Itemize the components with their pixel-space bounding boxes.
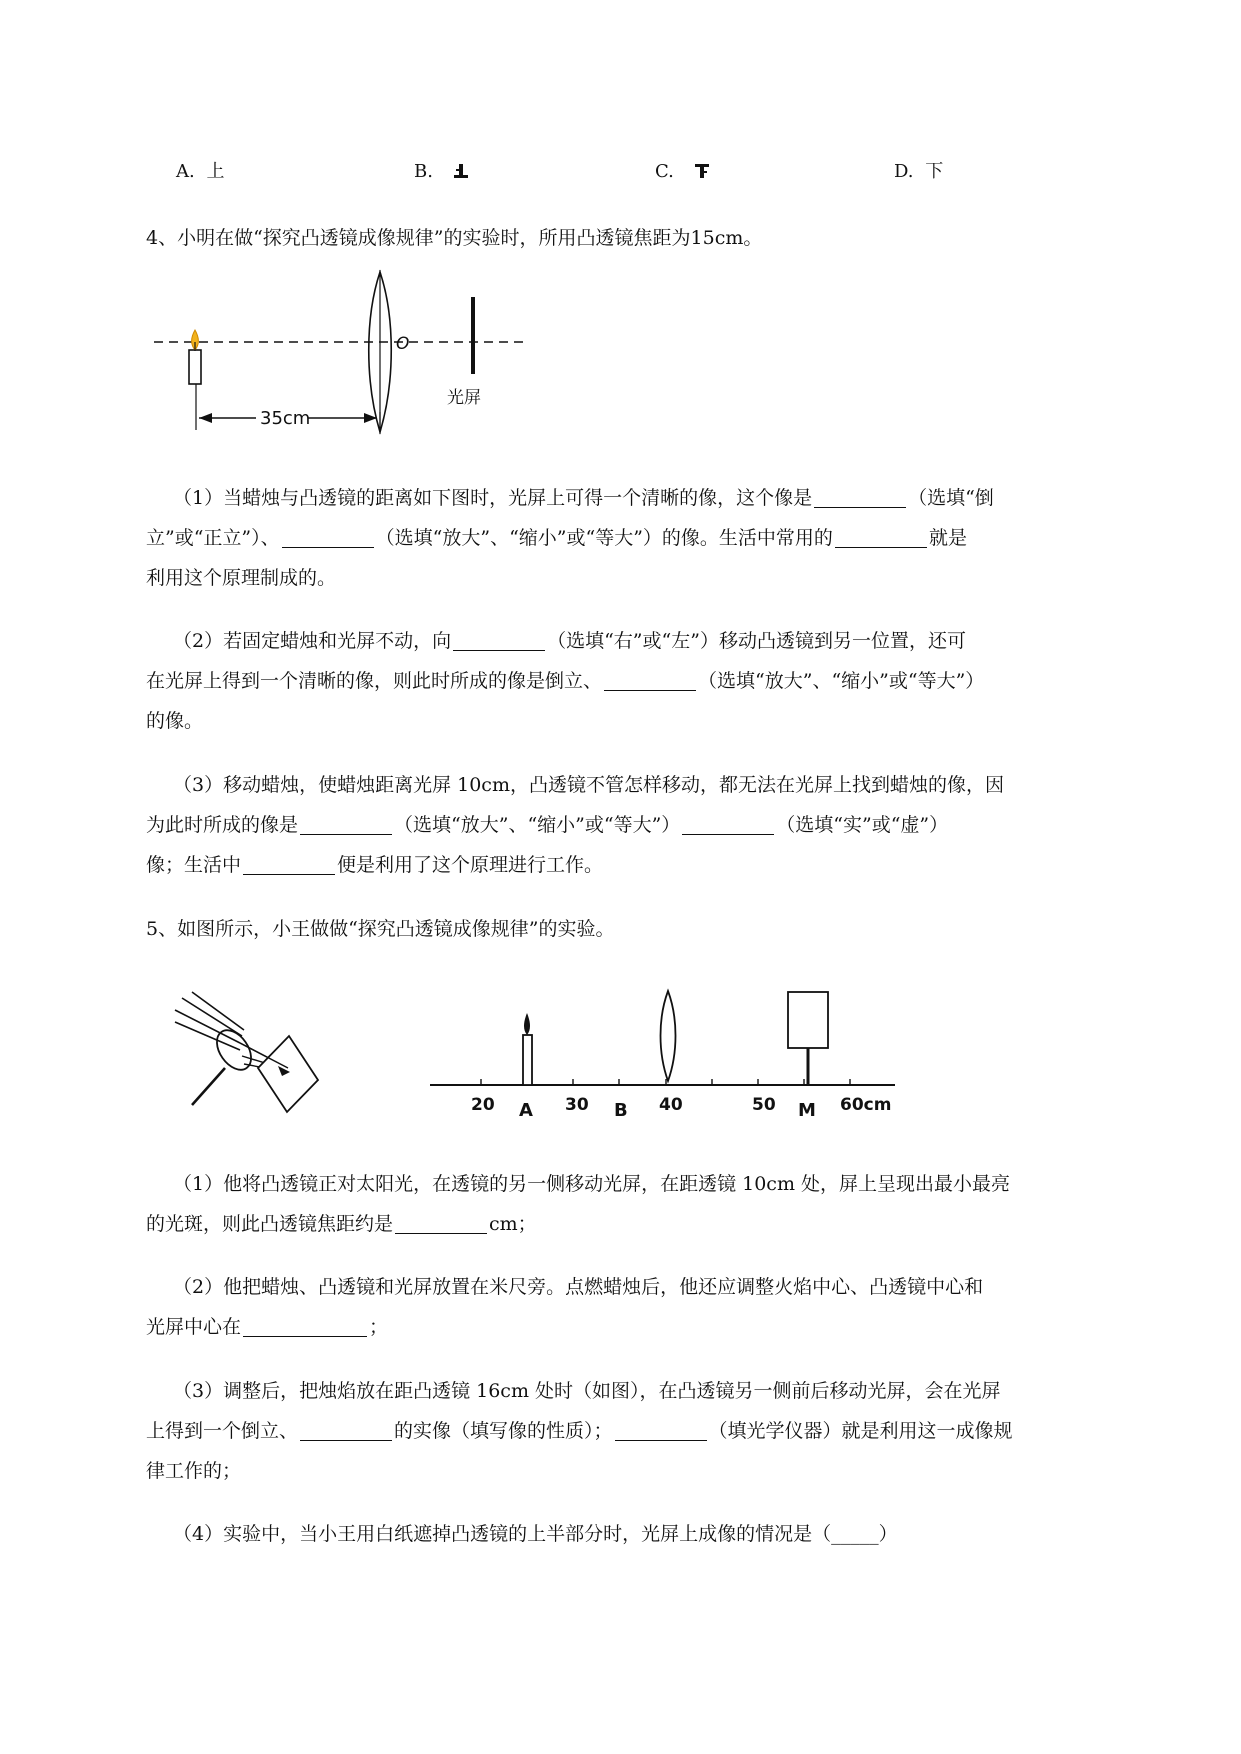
candle-flame (524, 1013, 530, 1035)
point-label-m: M (798, 1100, 816, 1121)
q4-p2-blank2[interactable] (604, 670, 696, 691)
q4-p2-line1: （2）若固定蜡烛和光屏不动，向 （选填“右”或“左”）移动凸透镜到另一位置，还可 (173, 630, 966, 652)
inverted-t-glyph-icon (694, 163, 710, 179)
q4-p3-blank2[interactable] (682, 814, 774, 835)
option-a-text: 上 (206, 161, 225, 182)
q4-p3-blank1[interactable] (300, 814, 392, 835)
q4-p2-blank1[interactable] (453, 630, 545, 651)
option-b-letter: B. (414, 161, 433, 182)
q5-p4-blank[interactable]: _____ (831, 1523, 879, 1545)
q4-p1-line3: 利用这个原理制成的。 (146, 567, 337, 589)
candle (189, 350, 201, 384)
q5-p2-blank[interactable] (243, 1316, 367, 1337)
upright-t-glyph-icon (453, 163, 469, 179)
candle (523, 1035, 532, 1085)
option-a-letter: A. (176, 161, 195, 182)
point-label-a: A (519, 1100, 533, 1121)
tick-label-30: 30 (565, 1095, 589, 1115)
q4-p1-blank1[interactable] (814, 487, 906, 508)
q5-p1-line1: （1）他将凸透镜正对太阳光，在透镜的另一侧移动光屏，在距透镜 10cm 处，屏上呈现出最小最亮 (173, 1173, 1011, 1195)
q4-p1-line2: 立”或“正立”）、 （选填“放大”、“缩小”或“等大”）的像。生活中常用的 就是 (146, 527, 967, 549)
q5-p2-line2: 光屏中心在 ； (146, 1316, 389, 1338)
optical-center-label: O (396, 334, 410, 354)
q4-lens-figure (146, 262, 546, 442)
q4-p2-line2: 在光屏上得到一个清晰的像，则此时所成的像是倒立、 （选填“放大”、“缩小”或“等大”） (146, 670, 985, 692)
q5-p3-line2: 上得到一个倒立、 的实像（填写像的性质）； （填光学仪器）就是利用这一成像规 (146, 1420, 1013, 1442)
tick-label-40: 40 (659, 1095, 683, 1115)
q5-stem: 5、如图所示，小王做做“探究凸透镜成像规律”的实验。 (146, 918, 615, 940)
option-a[interactable] (176, 159, 224, 185)
q4-p3-line1: （3）移动蜡烛，使蜡烛距离光屏 10cm，凸透镜不管怎样移动，都无法在光屏上找到蜡烛的像，因 (173, 774, 1004, 796)
q5-p4-line1: （4）实验中，当小王用白纸遮掉凸透镜的上半部分时，光屏上成像的情况是（_____） (173, 1523, 898, 1545)
q5-p3-line3: 律工作的； (146, 1460, 242, 1482)
q4-p2-line3: 的像。 (146, 710, 204, 732)
q5-p3-blank2[interactable] (615, 1420, 707, 1441)
distance-label: 35cm (260, 408, 311, 429)
tick-label-60cm: 60cm (840, 1095, 892, 1115)
point-label-b: B (614, 1100, 628, 1121)
q4-stem: 4、小明在做“探究凸透镜成像规律”的实验时，所用凸透镜焦距为15cm。 (146, 227, 763, 249)
q4-p1-blank3[interactable] (835, 527, 927, 548)
q4-p3-line2: 为此时所成的像是 （选填“放大”、“缩小”或“等大”） （选填“实”或“虚”） (146, 814, 949, 836)
q5-sunlight-figure (170, 988, 330, 1138)
option-c-text (694, 161, 710, 177)
paper-sheet (258, 1036, 318, 1112)
option-c[interactable] (655, 159, 710, 185)
screen-label: 光屏 (447, 388, 481, 408)
light-screen (788, 992, 828, 1048)
q4-p3-blank3[interactable] (243, 854, 335, 875)
q5-p2-line1: （2）他把蜡烛、凸透镜和光屏放置在米尺旁。点燃蜡烛后，他还应调整火焰中心、凸透镜中心和 (173, 1276, 984, 1298)
tick-label-50: 50 (752, 1095, 776, 1115)
q5-p3-line1: （3）调整后，把烛焰放在距凸透镜 16cm 处时（如图），在凸透镜另一侧前后移动光屏，会在光屏 (173, 1380, 1001, 1402)
option-b-text (453, 161, 469, 177)
q5-p1-blank[interactable] (395, 1213, 487, 1234)
convex-lens (661, 991, 676, 1081)
q4-p1-line1: （1）当蜡烛与凸透镜的距离如下图时，光屏上可得一个清晰的像，这个像是 （选填“倒 (173, 487, 994, 509)
q5-p1-line2: 的光斑，则此凸透镜焦距约是 cm； (146, 1213, 537, 1235)
q5-ruler-figure (425, 988, 905, 1138)
q4-p3-line3: 像；生活中 便是利用了这个原理进行工作。 (146, 854, 604, 876)
option-d[interactable] (894, 159, 943, 185)
magnifier-handle (192, 1068, 225, 1105)
option-d-text: 下 (925, 161, 944, 182)
option-c-letter: C. (655, 161, 674, 182)
tick-label-20: 20 (471, 1095, 495, 1115)
q4-p1-blank2[interactable] (282, 527, 374, 548)
option-b[interactable] (414, 159, 469, 185)
q5-p3-blank1[interactable] (300, 1420, 392, 1441)
option-d-letter: D. (894, 161, 914, 182)
